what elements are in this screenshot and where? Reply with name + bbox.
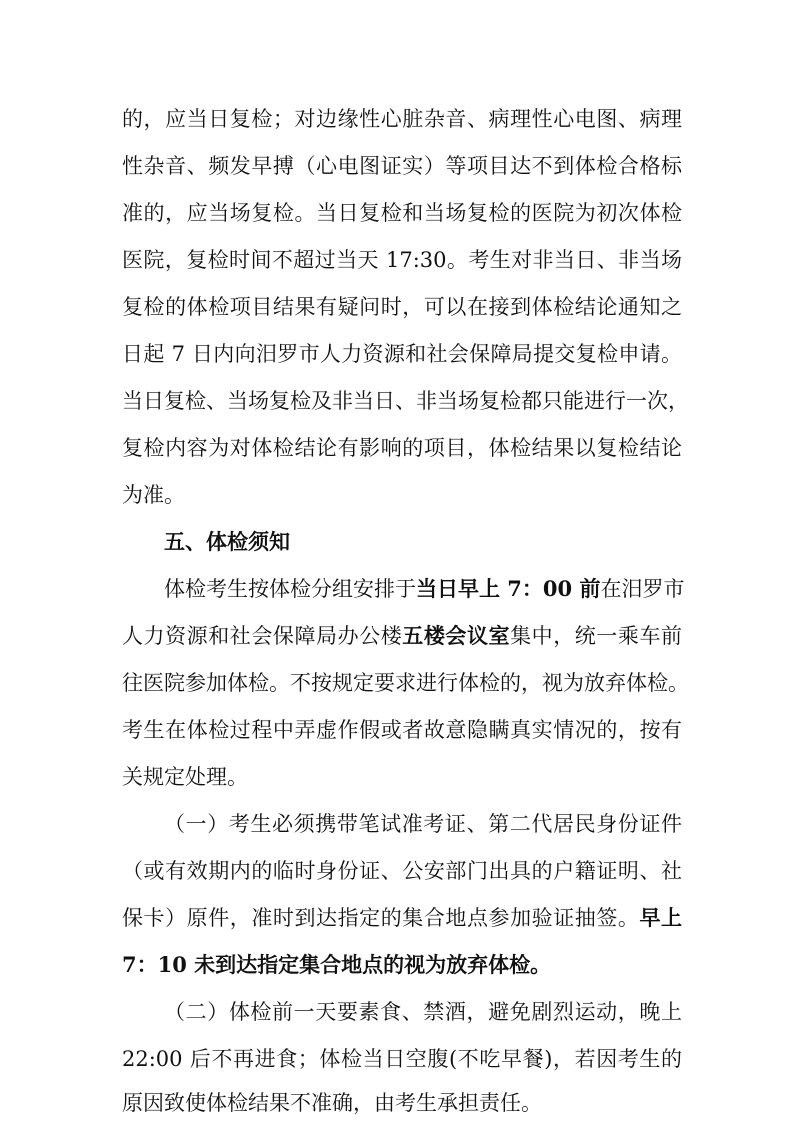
text-run: 保卡）原件，准时到达指定的集合地点参加验证抽签。 xyxy=(122,906,640,930)
body-line xyxy=(122,948,682,982)
body-line: 日起 7 日内向汨罗市人力资源和社会保障局提交复检申请。 xyxy=(122,342,682,366)
body-line xyxy=(164,572,685,606)
body-line: 复检内容为对体检结论有影响的项目，体检结果以复检结论 xyxy=(122,436,682,460)
emphasis-text: 五楼会议室 xyxy=(402,623,511,648)
text-run: 集中，统一乘车前 xyxy=(510,624,683,648)
body-line: 复检的体检项目结果有疑问时，可以在接到体检结论通知之 xyxy=(122,295,682,319)
body-line: 医院，复检时间不超过当天 17:30。考生对非当日、非当场 xyxy=(122,248,682,272)
emphasis-text: 当日早上 7：00 前 xyxy=(416,576,601,601)
body-line: （一）考生必须携带笔试准考证、第二代居民身份证件 xyxy=(164,812,682,836)
body-line: 当日复检、当场复检及非当日、非当场复检都只能进行一次， xyxy=(122,389,689,413)
body-line: 往医院参加体检。不按规定要求进行体检的，视为放弃体检。 xyxy=(122,671,689,695)
emphasis-text: 早上 xyxy=(639,905,683,930)
text-run: 体检考生按体检分组安排于 xyxy=(164,577,416,601)
body-line: 的，应当日复检；对边缘性心脏杂音、病理性心电图、病理 xyxy=(122,107,682,131)
section-heading: 五、体检须知 xyxy=(164,529,290,554)
body-line: 为准。 xyxy=(122,483,185,507)
body-line xyxy=(122,619,682,653)
body-line: 原因致使体检结果不准确，由考生承担责任。 xyxy=(122,1091,542,1115)
text-run: 人力资源和社会保障局办公楼 xyxy=(122,624,403,648)
body-line: （或有效期内的临时身份证、公安部门出具的户籍证明、社 xyxy=(122,859,682,883)
text-run: 在汨罗市 xyxy=(600,577,685,601)
body-line xyxy=(122,901,682,935)
body-line: 准的，应当场复检。当日复检和当场复检的医院为初次体检 xyxy=(122,201,682,225)
emphasis-text: 7：10 未到达指定集合地点的视为放弃体检。 xyxy=(122,952,552,977)
body-line: （二）体检前一天要素食、禁酒，避免剧烈运动，晚上 xyxy=(164,1000,682,1024)
body-line: 考生在体检过程中弄虚作假或者故意隐瞒真实情况的，按有 xyxy=(122,718,682,742)
body-line: 22:00 后不再进食；体检当日空腹(不吃早餐)，若因考生的 xyxy=(122,1047,682,1071)
body-line: 性杂音、频发早搏（心电图证实）等项目达不到体检合格标 xyxy=(122,154,682,178)
body-line: 关规定处理。 xyxy=(122,765,248,789)
